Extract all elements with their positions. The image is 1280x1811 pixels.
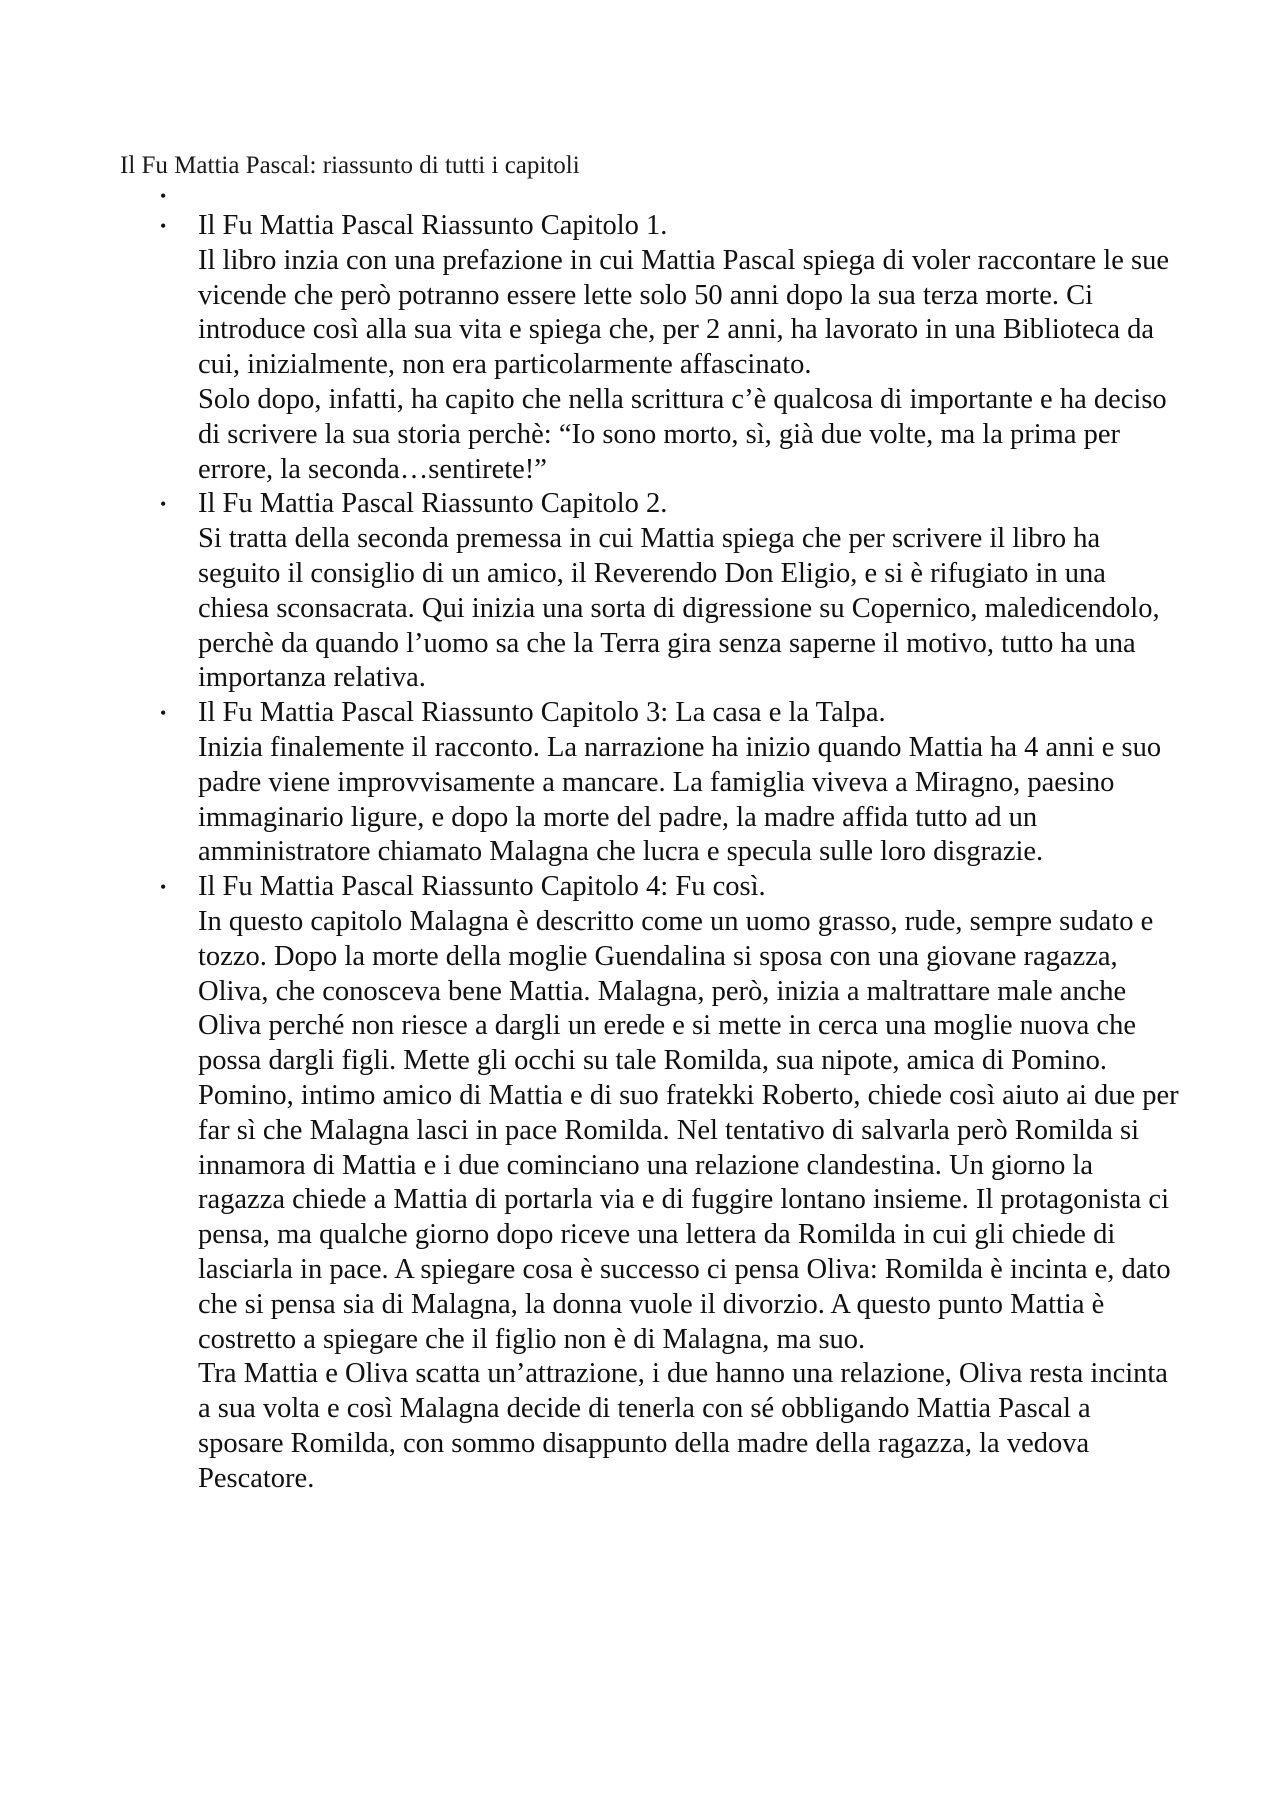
- chapter-heading: Il Fu Mattia Pascal Riassunto Capitolo 4: Fu così.: [198, 871, 766, 903]
- chapter-item-4: [120, 870, 1180, 1496]
- bullet-icon: •: [160, 186, 167, 206]
- chapter-item-3: [120, 696, 1180, 870]
- bullet-icon: •: [160, 703, 167, 724]
- chapter-heading: Il Fu Mattia Pascal Riassunto Capitolo 1.: [198, 210, 668, 241]
- chapter-heading: Il Fu Mattia Pascal Riassunto Capitolo 3: La casa e la Talpa.: [198, 697, 886, 729]
- bullet-icon: •: [160, 216, 167, 236]
- chapter-paragraph: Tra Mattia e Oliva scatta un’attrazione, i due hanno una relazione, Oliva resta incinta a sua volta e così Malagna decide di tenerla con sé obbligando Mattia Pascal a sposare Romilda, con sommo disappunto della madre della ragazza, la vedova Pescatore.: [198, 1358, 1168, 1494]
- bullet-icon: •: [160, 494, 167, 515]
- document-page: [120, 148, 1180, 1496]
- chapter-paragraph: Solo dopo, infatti, ha capito che nella scrittura c’è qualcosa di importante e ha deciso di scrivere la sua storia perchè: “Io sono morto, sì, già due volte, ma la prima per errore, la seconda…sentirete!”: [198, 383, 1167, 485]
- chapter-heading: Il Fu Mattia Pascal Riassunto Capitolo 2.: [198, 488, 668, 520]
- bullet-icon: •: [160, 877, 167, 898]
- chapter-list: [120, 184, 1180, 1496]
- chapter-paragraph: Si tratta della seconda premessa in cui Mattia spiega che per scrivere il libro ha seguito il consiglio di un amico, il Reverendo Don Eligio, e si è rifugiato in una chiesa sconsacrata. Qui inizia una sorta di digressione su Copernico, maledicendolo, perchè da quando l’uomo sa che la Terra gira senza saperne il motivo, tutto ha una importanza relativa.: [198, 523, 1160, 694]
- chapter-paragraph: Il libro inzia con una prefazione in cui Mattia Pascal spiega di voler raccontare le sue vicende che però potranno essere lette solo 50 anni dopo la sua terza morte. Ci introduce così alla sua vita e spiega che, per 2 anni, ha lavorato in una Biblioteca da cui, inizialmente, non era particolarmente affascinato.: [198, 244, 1169, 381]
- chapter-item-2: [120, 487, 1180, 696]
- chapter-item-1: [120, 209, 1180, 487]
- document-title: Il Fu Mattia Pascal: riassunto di tutti i capitoli: [120, 152, 580, 179]
- empty-list-item: [120, 184, 1180, 209]
- chapter-paragraph: In questo capitolo Malagna è descritto come un uomo grasso, rude, sempre sudato e tozzo. Dopo la morte della moglie Guendalina si sposa con una giovane ragazza, Oliva, che conosceva bene Mattia. Malagna, però, inizia a maltrattare male anche Oliva perché non riesce a dargli un erede e si mette in cerca una moglie nuova che possa dargli figli. Mette gli occhi su tale Romilda, sua nipote, amica di Pomino. Pomino, intimo amico di Mattia e di suo fratekki Roberto, chiede così aiuto ai due per far sì che Malagna lasci in pace Romilda. Nel tentativo di salvarla però Romilda si innamora di Mattia e i due cominciano una relazione clandestina. Un giorno la ragazza chiede a Mattia di portarla via e di fuggire lontano insieme. Il protagonista ci pensa, ma qualche giorno dopo riceve una lettera da Romilda in cui gli chiede di lasciarla in pace. A spiegare cosa è successo ci pensa Oliva: Romilda è incinta e, dato che si pensa sia di Malagna, la donna vuole il divorzio. A questo punto Mattia è costretto a spiegare che il figlio non è di Malagna, ma suo.: [198, 905, 1179, 1355]
- chapter-paragraph: Inizia finalemente il racconto. La narrazione ha inizio quando Mattia ha 4 anni e suo padre viene improvvisamente a mancare. La famiglia viveva a Miragno, paesino immaginario ligure, e dopo la morte del padre, la madre affida tutto ad un amministratore chiamato Malagna che lucra e specula sulle loro disgrazie.: [198, 731, 1162, 868]
